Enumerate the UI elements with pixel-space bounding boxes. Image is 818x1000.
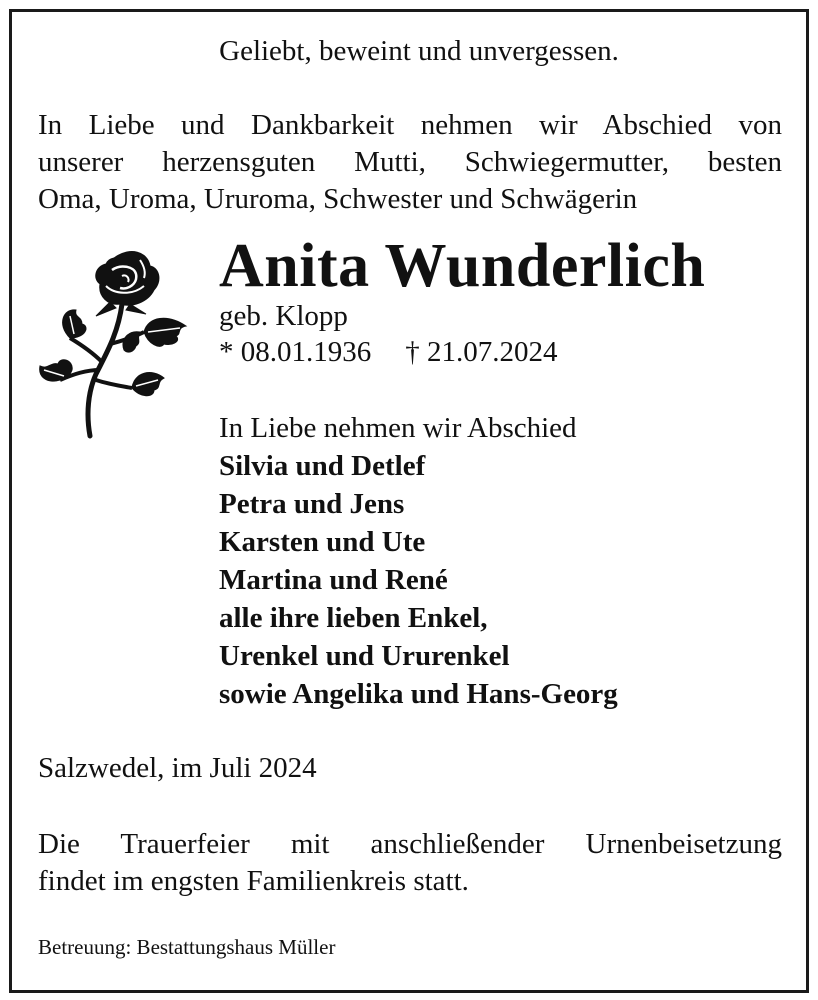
mourners-lead: In Liebe nehmen wir Abschied	[219, 412, 577, 444]
mourner-entry: alle ihre lieben Enkel,	[219, 602, 488, 634]
ceremony-paragraph	[38, 826, 782, 900]
life-dates	[219, 334, 558, 370]
mourner-entry: Urenkel und Ururenkel	[219, 640, 510, 672]
birth-date: * 08.01.1936	[219, 336, 372, 368]
motto: Geliebt, beweint und unvergessen.	[219, 35, 619, 67]
undertaker-credit: Betreuung: Bestattungshaus Müller	[38, 935, 336, 959]
mourner-entry: Karsten und Ute	[219, 526, 426, 558]
place-date: Salzwedel, im Juli 2024	[38, 752, 317, 784]
intro-line: In Liebe und Dankbarkeit nehmen wir Abschied von	[38, 109, 782, 141]
maiden-name: geb. Klopp	[219, 300, 348, 332]
mourners-list	[219, 409, 618, 713]
intro-paragraph	[38, 107, 782, 218]
mourner-entry: Petra und Jens	[219, 488, 405, 520]
rose-icon	[36, 244, 194, 440]
ceremony-line: Die Trauerfeier mit anschließender Urnenbeisetzung	[38, 828, 782, 860]
mourner-entry: Martina und René	[219, 564, 448, 596]
mourner-entry: Silvia und Detlef	[219, 450, 426, 482]
deceased-name: Anita Wunderlich	[219, 232, 706, 300]
intro-line: unserer herzensguten Mutti, Schwiegermutter, besten	[38, 146, 782, 178]
death-date: † 21.07.2024	[405, 336, 558, 368]
intro-line: Oma, Uroma, Ururoma, Schwester und Schwägerin	[38, 183, 638, 215]
ceremony-line: findet im engsten Familienkreis statt.	[38, 865, 469, 897]
mourner-entry: sowie Angelika und Hans-Georg	[219, 678, 618, 710]
